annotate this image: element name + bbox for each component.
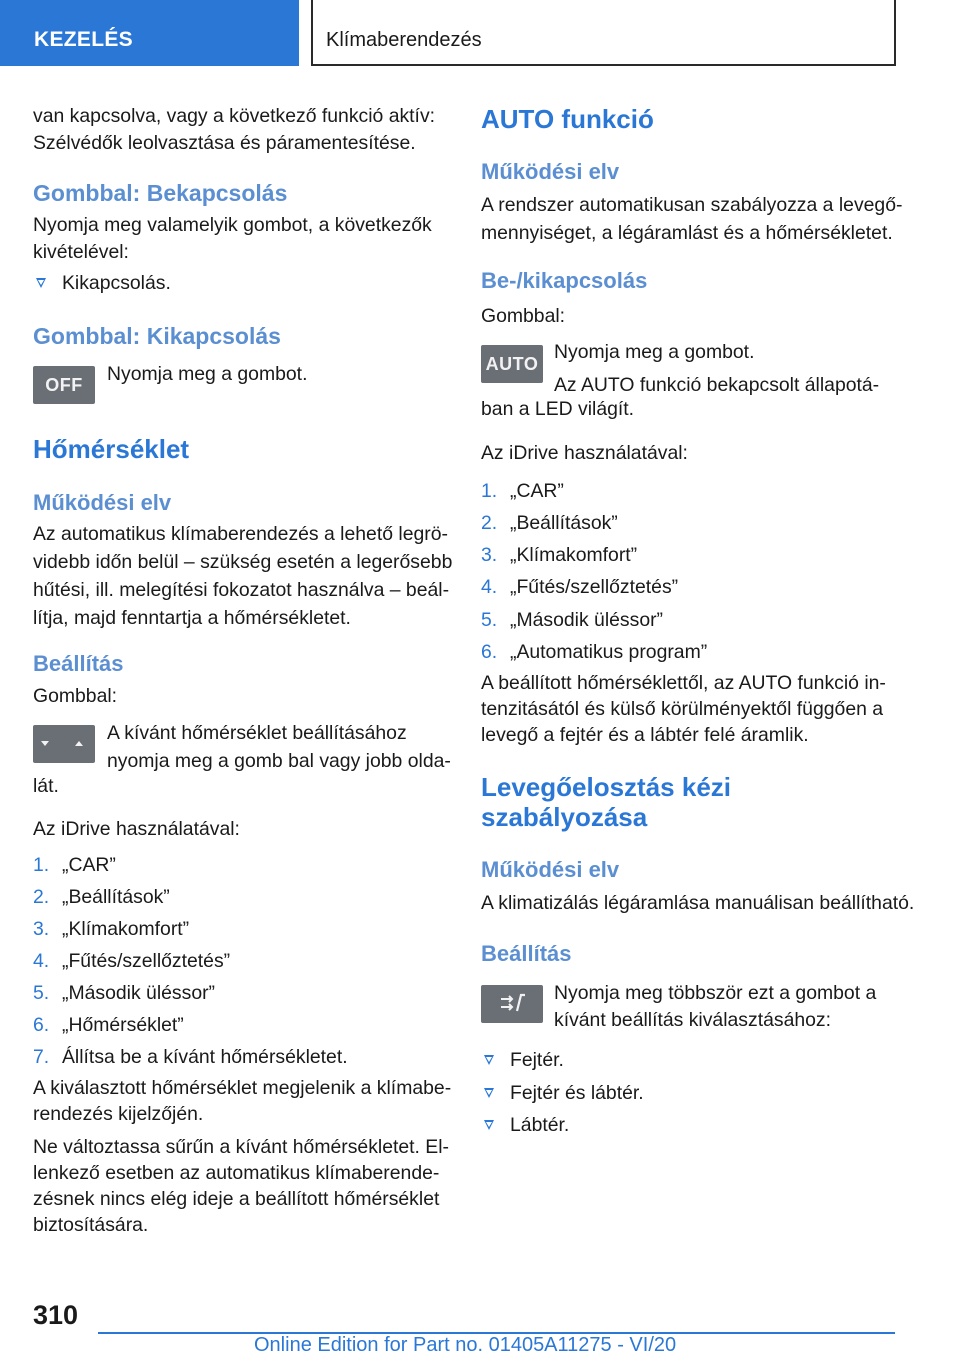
heading-manual-distribution: Levegőelosztás kézi [481, 772, 731, 802]
step-number: 1. [33, 854, 50, 876]
step-text: „Klímakomfort” [510, 544, 638, 566]
step-text: „Második üléssor” [510, 609, 664, 631]
paragraph-line: Az automatikus klímaberendezés a lehető legrö- [33, 523, 448, 545]
list-item [33, 914, 443, 945]
section-title: KEZELÉS [34, 28, 133, 51]
heading-auto-function: AUTO funkció [481, 104, 654, 134]
paragraph-line: hűtési, ill. melegítési fokozatot használva – beál- [33, 579, 450, 601]
paragraph-line: Nyomja meg a gombot. [554, 341, 755, 363]
paragraph-line: A kívánt hőmérséklet beállításához [107, 722, 407, 744]
temperature-button-icon [33, 725, 95, 763]
step-number: 6. [481, 641, 498, 663]
paragraph-line: zésnek nincs elég ideje a beállított hőmérséklet [33, 1188, 440, 1210]
footer-edition: Online Edition for Part no. 01405A11275 - VI/20 [254, 1334, 677, 1356]
list-item [33, 268, 433, 299]
heading-principle: Működési elv [33, 490, 172, 515]
step-number: 7. [33, 1046, 50, 1068]
paragraph-line: Az AUTO funkció bekapcsolt állapotá- [554, 374, 880, 396]
page-number: 310 [33, 1300, 79, 1330]
paragraph-line: A klimatizálás légáramlása manuálisan beállítható. [481, 892, 915, 914]
auto-button-label: AUTO [485, 353, 539, 374]
paragraph-line: A rendszer automatikusan szabályozza a levegő- [481, 194, 903, 216]
step-number: 3. [33, 918, 50, 940]
bullet-triangle-icon [484, 1088, 494, 1098]
paragraph-line: A kiválasztott hőmérséklet megjelenik a klímabe- [33, 1077, 452, 1099]
intro-line: Szélvédők leolvasztása és páramentesítése. [33, 132, 416, 154]
section-tab [0, 0, 299, 66]
paragraph-line: tenzitásától és külső körülményektől függően a [481, 698, 884, 720]
step-text: „Klímakomfort” [62, 918, 190, 940]
list-item [481, 1110, 881, 1141]
step-number: 4. [481, 576, 498, 598]
list-item [481, 1078, 881, 1109]
list-item-text: Fejtér és lábtér. [510, 1082, 644, 1104]
step-number: 6. [33, 1014, 50, 1036]
list-item-text: Fejtér. [510, 1049, 564, 1071]
step-text: „Beállítások” [62, 886, 170, 908]
list-item [481, 1045, 881, 1076]
heading-principle: Működési elv [481, 159, 620, 184]
paragraph-line: kívánt beállítás kiválasztásához: [554, 1009, 831, 1031]
paragraph-line: Az iDrive használatával: [33, 818, 240, 840]
paragraph-line: kivételével: [33, 241, 129, 263]
heading-setting: Beállítás [33, 651, 124, 676]
step-number: 2. [33, 886, 50, 908]
bullet-triangle-icon [484, 1055, 494, 1065]
list-item [33, 1010, 443, 1041]
list-item [481, 605, 891, 636]
step-text: „Hőmérséklet” [62, 1014, 184, 1036]
heading-button-off: Gombbal: Kikapcsolás [33, 323, 281, 349]
step-text: Állítsa be a kívánt hőmérsékletet. [62, 1046, 348, 1068]
step-number: 1. [481, 480, 498, 502]
paragraph-line: biztosítására. [33, 1214, 149, 1236]
paragraph-line: Nyomja meg többször ezt a gombot a [554, 982, 877, 1004]
bullet-triangle-icon [484, 1120, 494, 1130]
off-button-label: OFF [45, 374, 83, 395]
list-item [33, 978, 443, 1009]
paragraph-line: nyomja meg a gomb bal vagy jobb olda- [107, 750, 451, 772]
step-text: „Második üléssor” [62, 982, 216, 1004]
paragraph-line: lát. [33, 775, 59, 797]
step-text: „Fűtés/szellőztetés” [510, 576, 679, 598]
list-item [481, 540, 891, 571]
step-number: 5. [481, 609, 498, 631]
paragraph-line: Az iDrive használatával: [481, 442, 688, 464]
auto-button-icon [481, 345, 543, 383]
heading-manual-distribution: szabályozása [481, 802, 648, 832]
air-flow-icon [481, 985, 543, 1023]
paragraph-line: rendezés kijelzőjén. [33, 1103, 204, 1125]
list-item [33, 850, 443, 881]
list-item [481, 637, 891, 668]
paragraph-line: levegő a fejtér és a lábtér felé áramlik. [481, 724, 809, 746]
heading-button-on: Gombbal: Bekapcsolás [33, 180, 288, 206]
paragraph-line: lenkező esetben az automatikus klímaberende- [33, 1162, 440, 1184]
paragraph-line: videbb időn belül – szükség esetén a legerősebb [33, 551, 453, 573]
air-distribution-button-icon [481, 985, 543, 1023]
step-text: „Beállítások” [510, 512, 618, 534]
bullet-triangle-icon [36, 278, 46, 288]
chapter-tab [311, 0, 896, 66]
step-number: 5. [33, 982, 50, 1004]
paragraph-line: ban a LED világít. [481, 398, 635, 420]
paragraph-line: Nyomja meg valamelyik gombot, a következők [33, 214, 432, 236]
step-text: „Fűtés/szellőztetés” [62, 950, 231, 972]
list-item [481, 572, 891, 603]
paragraph-line: A beállított hőmérséklettől, az AUTO funkció in- [481, 672, 886, 694]
paragraph-line: mennyiséget, a légáramlást és a hőmérsékletet. [481, 222, 893, 244]
paragraph-line: Gombbal: [481, 305, 566, 327]
list-item [481, 476, 891, 507]
temperature-arrows-icon [33, 725, 95, 763]
list-item-text: Kikapcsolás. [62, 272, 171, 294]
paragraph-line: Gombbal: [33, 685, 118, 707]
step-text: „CAR” [510, 480, 564, 502]
list-item [33, 882, 443, 913]
list-item [481, 508, 891, 539]
paragraph-line: Ne változtassa sűrűn a kívánt hőmérsékletet. El- [33, 1136, 450, 1158]
chapter-title: Klímaberendezés [326, 29, 482, 51]
heading-temperature: Hőmérséklet [33, 434, 190, 464]
step-number: 2. [481, 512, 498, 534]
off-button-icon [33, 366, 95, 404]
intro-line: van kapcsolva, vagy a következő funkció aktív: [33, 105, 436, 127]
step-number: 3. [481, 544, 498, 566]
paragraph-line: lítja, majd fenntartja a hőmérsékletet. [33, 607, 351, 629]
step-text: „Automatikus program” [510, 641, 708, 663]
list-item [33, 1042, 443, 1073]
step-number: 4. [33, 950, 50, 972]
heading-setting: Beállítás [481, 941, 572, 966]
list-item [33, 946, 443, 977]
step-text: „CAR” [62, 854, 116, 876]
list-item-text: Lábtér. [510, 1114, 570, 1136]
heading-principle: Működési elv [481, 857, 620, 882]
heading-on-off: Be-/kikapcsolás [481, 268, 648, 293]
paragraph-line: Nyomja meg a gombot. [107, 363, 308, 385]
